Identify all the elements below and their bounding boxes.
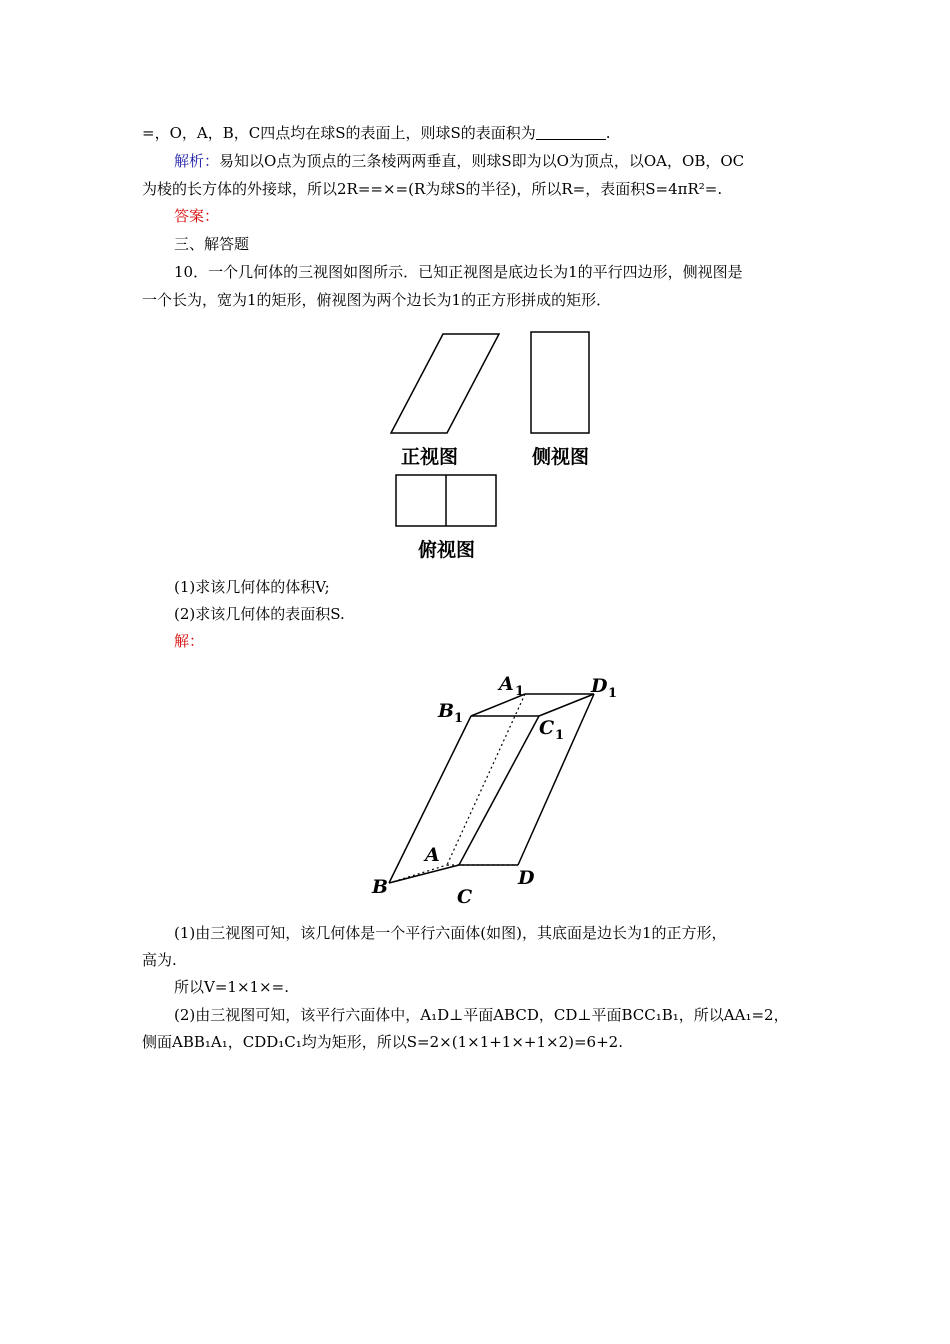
vertex-B: B xyxy=(372,876,389,898)
vertex-C: C xyxy=(457,886,473,908)
front-view-label: 正视图 xyxy=(401,446,459,468)
solution-line-5: 侧面ABB₁A₁，CDD₁C₁均为矩形，所以S=2×(1×1+1×+1×2)=6+2. xyxy=(142,1033,623,1051)
subquestion-1: (1)求该几何体的体积V; xyxy=(174,578,330,596)
top-view-label: 俯视图 xyxy=(418,539,476,561)
vertex-B1: B xyxy=(438,700,455,722)
solution-line-3: 所以V=1×1×=. xyxy=(174,978,289,996)
text-line-1 xyxy=(142,122,611,144)
parallelepiped-figure xyxy=(389,694,594,883)
solution-line-2: 高为. xyxy=(142,951,177,969)
side-view-label: 侧视图 xyxy=(532,446,590,468)
solution-tag: 解： xyxy=(174,632,205,650)
vertex-C1-sub: 1 xyxy=(555,728,565,743)
vertex-D1: D xyxy=(591,675,608,697)
problem-10-line-2: 一个长为，宽为1的矩形，俯视图为两个边长为1的正方形拼成的矩形． xyxy=(142,291,612,309)
answer-tag: 答案： xyxy=(174,207,220,225)
text-line-2 xyxy=(174,150,744,172)
vertex-B1-sub: 1 xyxy=(454,711,464,726)
vertex-A1: A xyxy=(499,673,514,695)
problem-10-line-1: 10．一个几何体的三视图如图所示．已知正视图是底边长为1的平行四边形，侧视图是 xyxy=(174,263,743,281)
vertex-A: A xyxy=(425,844,440,866)
period: . xyxy=(605,124,611,142)
top-view-shape xyxy=(396,475,496,526)
section-heading: 三、解答题 xyxy=(174,235,250,253)
vertex-A1-sub: 1 xyxy=(515,684,525,699)
vertex-D: D xyxy=(518,867,535,889)
solution-line-1: (1)由三视图可知，该几何体是一个平行六面体(如图)，其底面是边长为1的正方形， xyxy=(174,924,727,942)
front-view-shape xyxy=(391,334,499,433)
analysis-tag: 解析： xyxy=(174,152,220,170)
vertex-D1-sub: 1 xyxy=(608,686,618,701)
answer-blank xyxy=(536,124,606,140)
analysis-text: 易知以O点为顶点的三条棱两两垂直，则球S即为以O为顶点，以OA，OB，OC xyxy=(219,152,745,170)
side-view-shape xyxy=(531,332,589,433)
hidden-edges xyxy=(389,694,525,883)
vertex-C1: C xyxy=(539,717,555,739)
question-text: =，O，A，B，C四点均在球S的表面上，则球S的表面积为 xyxy=(142,124,536,142)
text-line-3: 为棱的长方体的外接球，所以2R==×=(R为球S的半径)，所以R=，表面积S=4πR²=. xyxy=(142,180,723,198)
solution-line-4: (2)由三视图可知，该平行六面体中，A₁D⊥平面ABCD，CD⊥平面BCC₁B₁，所以AA₁=2， xyxy=(174,1006,789,1024)
subquestion-2: (2)求该几何体的表面积S. xyxy=(174,605,345,623)
